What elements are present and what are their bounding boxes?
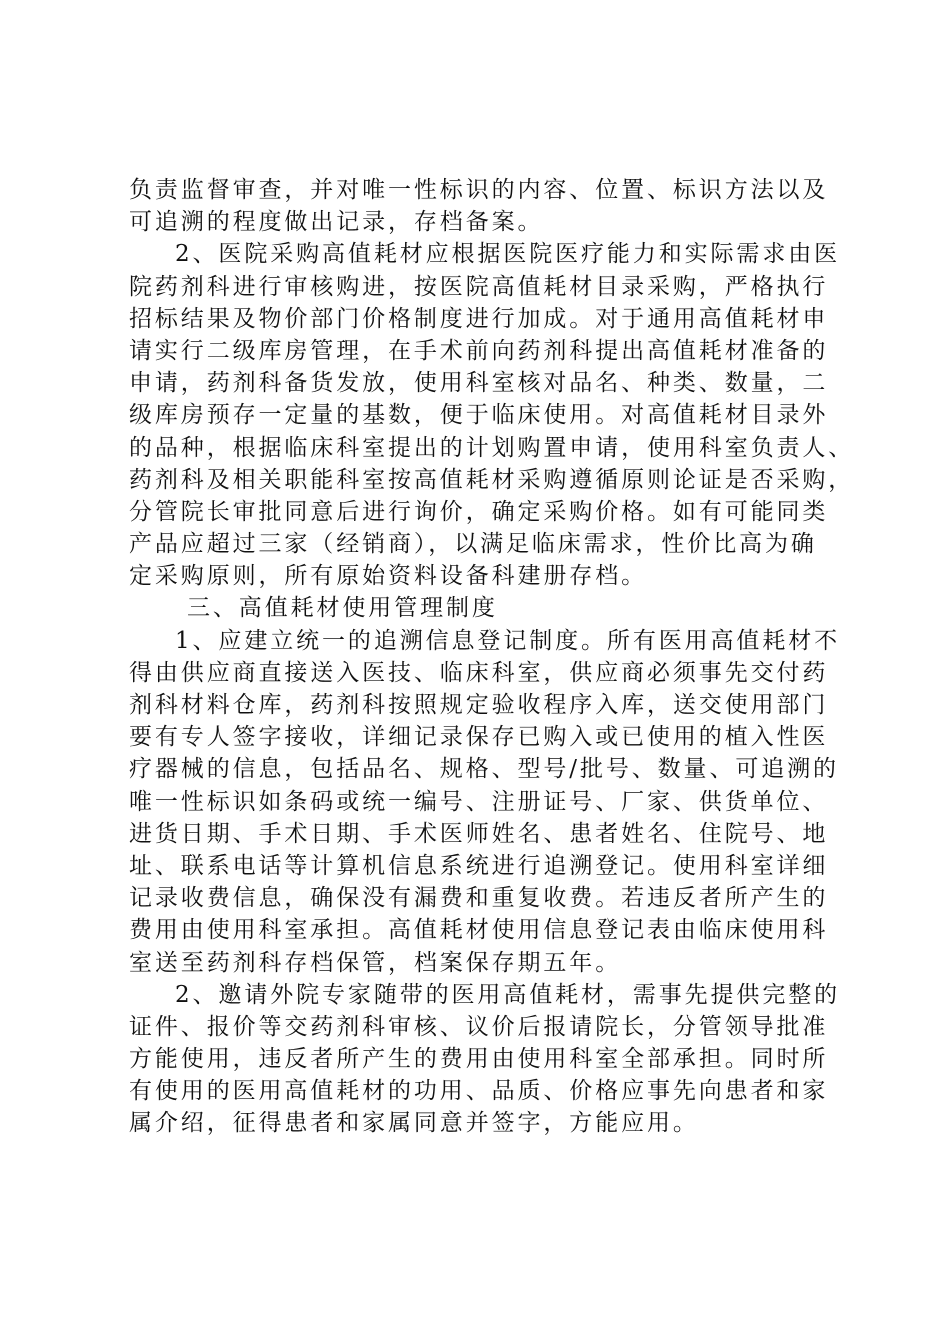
text-line: 2、邀请外院专家随带的医用高值耗材，需事先提供完整的: [175, 981, 841, 1008]
text-line: 负责监督审查，并对唯一性标识的内容、位置、标识方法以及: [129, 177, 829, 203]
text-line: 招标结果及物价部门价格制度进行加成。对于通用高值耗材申: [129, 305, 829, 332]
section-heading: 三、高值耗材使用管理制度: [187, 595, 498, 622]
text-line: 产品应超过三家（经销商），以满足临床需求，性价比高为确: [129, 531, 817, 558]
text-line: 可追溯的程度做出记录，存档备案。: [129, 209, 544, 236]
text-line: 1、应建立统一的追溯信息登记制度。所有医用高值耗材不: [175, 627, 841, 654]
text-line: 室送至药剂科存档保管，档案保存期五年。: [129, 949, 622, 976]
text-line: 唯一性标识如条码或统一编号、注册证号、厂家、供货单位、: [129, 788, 829, 815]
text-line: 剂科材料仓库，药剂科按照规定验收程序入库，送交使用部门: [129, 692, 829, 718]
text-line: 2、医院采购高值耗材应根据医院医疗能力和实际需求由医: [175, 241, 841, 268]
document-body: [129, 174, 855, 1140]
text-line: 属介绍，征得患者和家属同意并签字，方能应用。: [129, 1110, 699, 1137]
text-line: 分管院长审批同意后进行询价，确定采购价格。如有可能同类: [129, 498, 829, 525]
text-line: 的品种，根据临床科室提出的计划购置申请，使用科室负责人、: [129, 434, 855, 461]
text-line: 院药剂科进行审核购进，按医院高值耗材目录采购，严格执行: [129, 273, 829, 300]
text-line: 记录收费信息，确保没有漏费和重复收费。若违反者所产生的: [129, 885, 829, 912]
text-line: 要有专人签字接收，详细记录保存已购入或已使用的植入性医: [129, 724, 829, 751]
text-line: 有使用的医用高值耗材的功用、品质、价格应事先向患者和家: [129, 1078, 829, 1105]
text-line: 得由供应商直接送入医技、临床科室，供应商必须事先交付药: [129, 659, 829, 686]
text-line: 定采购原则，所有原始资料设备科建册存档。: [129, 563, 647, 590]
text-line: 证件、报价等交药剂科审核、议价后报请院长，分管领导批准: [129, 1013, 829, 1040]
text-line: 费用由使用科室承担。高值耗材使用信息登记表由临床使用科: [129, 917, 829, 944]
text-line: 进货日期、手术日期、手术医师姓名、患者姓名、住院号、地: [129, 820, 829, 847]
text-line: 级库房预存一定量的基数，便于临床使用。对高值耗材目录外: [129, 402, 829, 429]
text-line: 药剂科及相关职能科室按高值耗材采购遵循原则论证是否采购，: [129, 466, 855, 493]
text-line: 方能使用，违反者所产生的费用由使用科室全部承担。同时所: [129, 1046, 829, 1073]
text-line: 疗器械的信息，包括品名、规格、型号/批号、数量、可追溯的: [129, 756, 839, 783]
text-line: 址、联系电话等计算机信息系统进行追溯登记。使用科室详细: [129, 852, 829, 879]
text-line: 申请，药剂科备货发放，使用科室核对品名、种类、数量，二: [129, 370, 829, 397]
text-line: 请实行二级库房管理，在手术前向药剂科提出高值耗材准备的: [129, 337, 829, 364]
